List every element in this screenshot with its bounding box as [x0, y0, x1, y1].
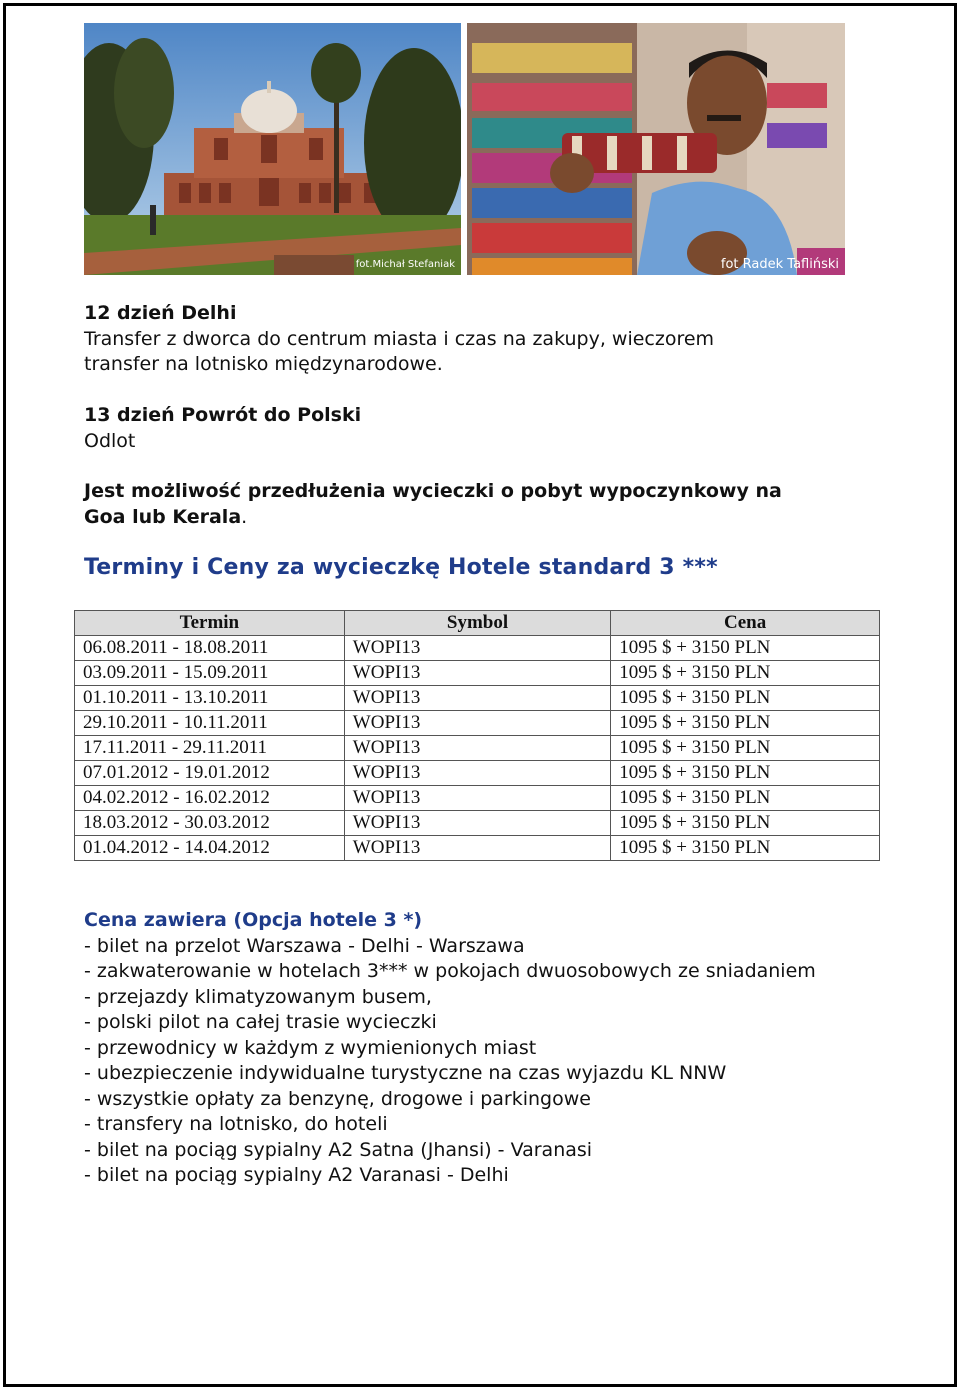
price-cell: 1095 $ + 3150 PLN — [611, 761, 880, 786]
price-cell: 1095 $ + 3150 PLN — [611, 736, 880, 761]
table-row — [75, 686, 880, 711]
date-cell: 01.04.2012 - 14.04.2012 — [75, 836, 345, 861]
table-header-row — [75, 611, 880, 636]
includes-section — [84, 908, 824, 1189]
extension-period: . — [241, 505, 248, 528]
extension-line: Jest możliwość przedłużenia wycieczki o pobyt wypoczynkowy na — [84, 480, 782, 502]
symbol-cell: WOPI13 — [344, 661, 610, 686]
list-item: - bilet na przelot Warszawa - Delhi - Warszawa — [84, 934, 525, 957]
price-cell: 1095 $ + 3150 PLN — [611, 636, 880, 661]
table-row — [75, 761, 880, 786]
table-row — [75, 811, 880, 836]
price-cell: 1095 $ + 3150 PLN — [611, 811, 880, 836]
extension-line: Goa lub Kerala — [84, 505, 242, 528]
includes-title: Cena zawiera (Opcja hotele 3 *) — [84, 909, 423, 931]
symbol-cell: WOPI13 — [344, 786, 610, 811]
price-cell: 1095 $ + 3150 PLN — [611, 711, 880, 736]
price-cell: 1095 $ + 3150 PLN — [611, 786, 880, 811]
column-header: Termin — [75, 611, 345, 636]
list-item: - zakwaterowanie w hotelach 3*** w pokojach dwuosobowych ze sniadaniem — [84, 960, 816, 982]
date-cell: 29.10.2011 - 10.11.2011 — [75, 711, 345, 736]
symbol-cell: WOPI13 — [344, 636, 610, 661]
list-item: - przewodnicy w każdym z wymienionych miast — [84, 1036, 537, 1059]
photo-credit: fot.Michał Stefaniak — [355, 259, 455, 270]
list-item: - wszystkie opłaty za benzynę, drogowe i parkingowe — [84, 1087, 591, 1110]
list-item: - przejazdy klimatyzowanym busem, — [84, 985, 432, 1008]
list-item: - ubezpieczenie indywidualne turystyczne na czas wyjazdu KL NNW — [84, 1062, 727, 1084]
list-item: - transfery na lotnisko, do hoteli — [84, 1113, 388, 1135]
date-cell: 07.01.2012 - 19.01.2012 — [75, 761, 345, 786]
table-row — [75, 836, 880, 861]
date-cell: 18.03.2012 - 30.03.2012 — [75, 811, 345, 836]
prices-heading: Terminy i Ceny za wycieczkę Hotele standard 3 *** — [84, 555, 718, 580]
table-row — [75, 711, 880, 736]
symbol-cell: WOPI13 — [344, 836, 610, 861]
extension-note — [84, 479, 782, 530]
date-cell: 03.09.2011 - 15.09.2011 — [75, 661, 345, 686]
day12-line: transfer na lotnisko międzynarodowe. — [84, 353, 443, 375]
photo-credit: fot Radek Tafliński — [720, 257, 839, 272]
table-row — [75, 786, 880, 811]
includes-list — [84, 934, 824, 1189]
prices-table — [74, 610, 880, 861]
price-cell: 1095 $ + 3150 PLN — [611, 661, 880, 686]
date-cell: 06.08.2011 - 18.08.2011 — [75, 636, 345, 661]
column-header: Cena — [611, 611, 880, 636]
symbol-cell: WOPI13 — [344, 711, 610, 736]
day13-text: Odlot — [84, 429, 136, 452]
table-row — [75, 736, 880, 761]
list-item: - bilet na pociąg sypialny A2 Varanasi - Delhi — [84, 1164, 509, 1186]
date-cell: 01.10.2011 - 13.10.2011 — [75, 686, 345, 711]
day13-title: 13 dzień Powrót do Polski — [84, 404, 362, 426]
symbol-cell: WOPI13 — [344, 686, 610, 711]
photo-humayun-tomb — [84, 23, 461, 275]
day12-section — [84, 301, 714, 378]
day12-title: 12 dzień Delhi — [84, 302, 237, 324]
price-cell: 1095 $ + 3150 PLN — [611, 686, 880, 711]
date-cell: 04.02.2012 - 16.02.2012 — [75, 786, 345, 811]
symbol-cell: WOPI13 — [344, 761, 610, 786]
day12-line: Transfer z dworca do centrum miasta i czas na zakupy, wieczorem — [84, 327, 715, 350]
symbol-cell: WOPI13 — [344, 736, 610, 761]
table-row — [75, 661, 880, 686]
date-cell: 17.11.2011 - 29.11.2011 — [75, 736, 345, 761]
list-item: - polski pilot na całej trasie wycieczki — [84, 1011, 437, 1033]
list-item: - bilet na pociąg sypialny A2 Satna (Jhansi) - Varanasi — [84, 1138, 593, 1161]
table-row — [75, 636, 880, 661]
photo-bangle-seller — [467, 23, 845, 275]
price-cell: 1095 $ + 3150 PLN — [611, 836, 880, 861]
day13-section — [84, 403, 361, 454]
column-header: Symbol — [344, 611, 610, 636]
symbol-cell: WOPI13 — [344, 811, 610, 836]
